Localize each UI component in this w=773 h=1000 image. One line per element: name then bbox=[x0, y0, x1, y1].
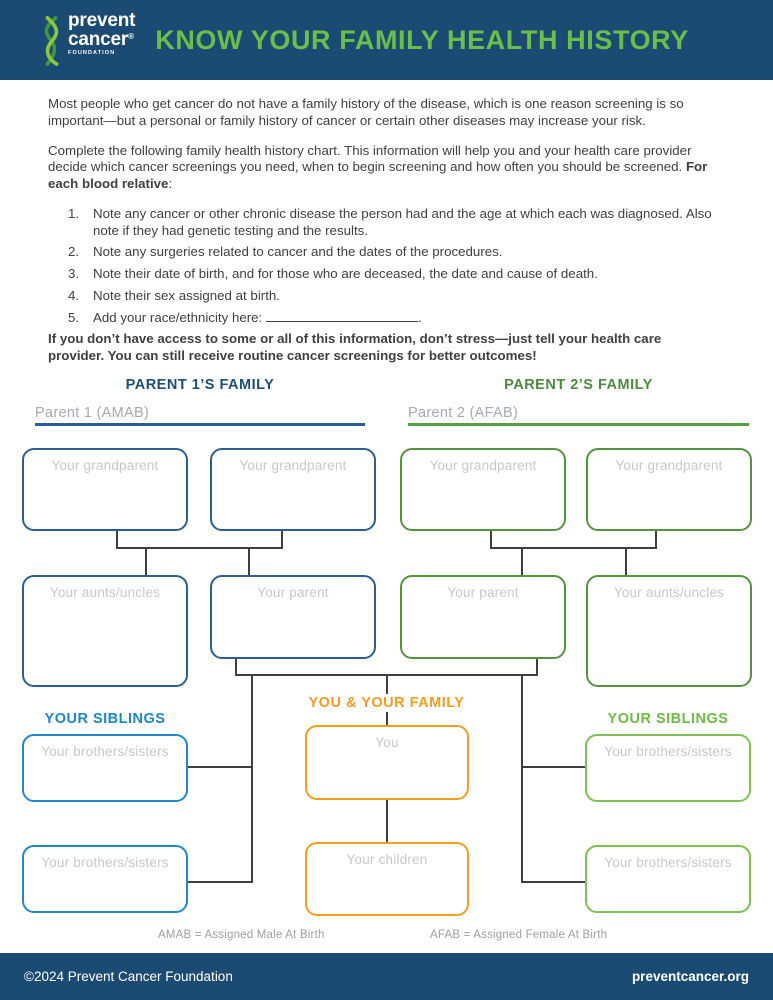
grandparent-box-parent2-b[interactable] bbox=[586, 448, 752, 531]
box-label: Your children bbox=[346, 852, 428, 867]
connector-line bbox=[490, 547, 657, 549]
connector-line bbox=[248, 547, 250, 575]
connector-line bbox=[251, 674, 253, 883]
registered-mark: ® bbox=[128, 32, 134, 41]
list-item: 1. Note any cancer or other chronic disease the person had and the age at which each was diagnosed. Also note if they had genetic testing and the results. bbox=[68, 205, 712, 238]
parent1-name-label: Parent 1 (AMAB) bbox=[35, 405, 150, 421]
race-ethnicity-blank[interactable] bbox=[266, 310, 418, 322]
your-siblings-heading-left: YOUR SIBLINGS bbox=[44, 711, 166, 727]
box-label: Your brothers/sisters bbox=[604, 855, 732, 870]
siblings-box-right-2[interactable] bbox=[585, 845, 751, 913]
grandparent-box-parent1-a[interactable] bbox=[22, 448, 188, 531]
list-item: 4. Note their sex assigned at birth. bbox=[68, 287, 280, 303]
connector-line bbox=[522, 881, 586, 883]
connector-line bbox=[625, 547, 627, 575]
prevent-cancer-logo bbox=[40, 10, 136, 67]
parent1-box[interactable] bbox=[210, 575, 376, 659]
website-link[interactable]: preventcancer.org bbox=[631, 969, 749, 984]
list-item: 5. Add your race/ethnicity here: . bbox=[68, 309, 422, 325]
box-label: Your grandparent bbox=[429, 458, 537, 473]
connector-line bbox=[386, 799, 388, 843]
parent2-box[interactable] bbox=[400, 575, 566, 659]
your-siblings-heading-right: YOUR SIBLINGS bbox=[607, 711, 729, 727]
box-label: You bbox=[375, 735, 399, 750]
blood-relative-emphasis: For each blood relative bbox=[48, 159, 708, 191]
afab-footnote: AFAB = Assigned Female At Birth bbox=[430, 929, 608, 941]
box-label: Your parent bbox=[447, 585, 519, 600]
aunts-uncles-box-parent2[interactable] bbox=[586, 575, 752, 687]
intro-paragraph-2: Complete the following family health history chart. This information will help you and your health care provider decide which cancer screenings you need, when to begin screening and how often you should be screened. For each blood relative: bbox=[48, 142, 708, 191]
intro-paragraph-1: Most people who get cancer do not have a family history of the disease, which is one reason screening is so important—but a personal or family history of cancer or certain other diseases may increase your risk. bbox=[48, 96, 684, 128]
box-label: Your grandparent bbox=[615, 458, 723, 473]
parent2-name-line[interactable] bbox=[408, 423, 749, 426]
grandparent-box-parent1-b[interactable] bbox=[210, 448, 376, 531]
parent2-family-heading: PARENT 2’S FAMILY bbox=[504, 377, 653, 393]
logo-tagline: FOUNDATION bbox=[68, 50, 116, 56]
copyright-text: ©2024 Prevent Cancer Foundation bbox=[24, 969, 233, 984]
siblings-box-left-1[interactable] bbox=[22, 734, 188, 802]
footer-bar bbox=[0, 953, 773, 1000]
page-title: KNOW YOUR FAMILY HEALTH HISTORY bbox=[155, 24, 689, 55]
connector-line bbox=[188, 881, 252, 883]
box-label: Your aunts/uncles bbox=[613, 585, 725, 600]
parent2-name-label: Parent 2 (AFAB) bbox=[408, 405, 519, 421]
connector-line bbox=[521, 547, 523, 575]
logo-wordmark bbox=[68, 10, 136, 56]
list-item: 2. Note any surgeries related to cancer and the dates of the procedures. bbox=[68, 244, 503, 260]
box-label: Your brothers/sisters bbox=[41, 744, 169, 759]
logo-line2: cancer® bbox=[68, 29, 134, 50]
connector-line bbox=[188, 766, 252, 768]
siblings-box-left-2[interactable] bbox=[22, 845, 188, 913]
box-label: Your parent bbox=[257, 585, 329, 600]
grandparent-box-parent2-a[interactable] bbox=[400, 448, 566, 531]
connector-line bbox=[522, 766, 586, 768]
amab-footnote: AMAB = Assigned Male At Birth bbox=[158, 929, 325, 941]
connector-line bbox=[116, 547, 283, 549]
parent1-family-heading: PARENT 1’S FAMILY bbox=[125, 377, 275, 393]
intro-section bbox=[48, 96, 730, 378]
logo-line1: prevent bbox=[68, 10, 136, 31]
children-box[interactable] bbox=[305, 842, 469, 916]
instruction-list bbox=[48, 206, 730, 327]
ribbon-icon bbox=[40, 15, 64, 67]
box-label: Your grandparent bbox=[239, 458, 347, 473]
box-label: Your brothers/sisters bbox=[604, 744, 732, 759]
box-label: Your brothers/sisters bbox=[41, 855, 169, 870]
siblings-box-right-1[interactable] bbox=[585, 734, 751, 802]
connector-line bbox=[145, 547, 147, 575]
box-label: Your grandparent bbox=[51, 458, 159, 473]
callout-text: If you don’t have access to some or all of this information, don’t stress—just tell your health care provider. You can still receive routine cancer screenings for better outcomes! bbox=[48, 331, 662, 363]
parent1-name-line[interactable] bbox=[35, 423, 365, 426]
you-family-heading: YOU & YOUR FAMILY bbox=[286, 694, 487, 712]
header-bar bbox=[0, 0, 773, 80]
you-box[interactable] bbox=[305, 725, 469, 800]
box-label: Your aunts/uncles bbox=[49, 585, 161, 600]
connector-line bbox=[521, 674, 523, 883]
list-item: 3. Note their date of birth, and for those who are deceased, the date and cause of death. bbox=[68, 266, 598, 281]
aunts-uncles-box-parent1[interactable] bbox=[22, 575, 188, 687]
